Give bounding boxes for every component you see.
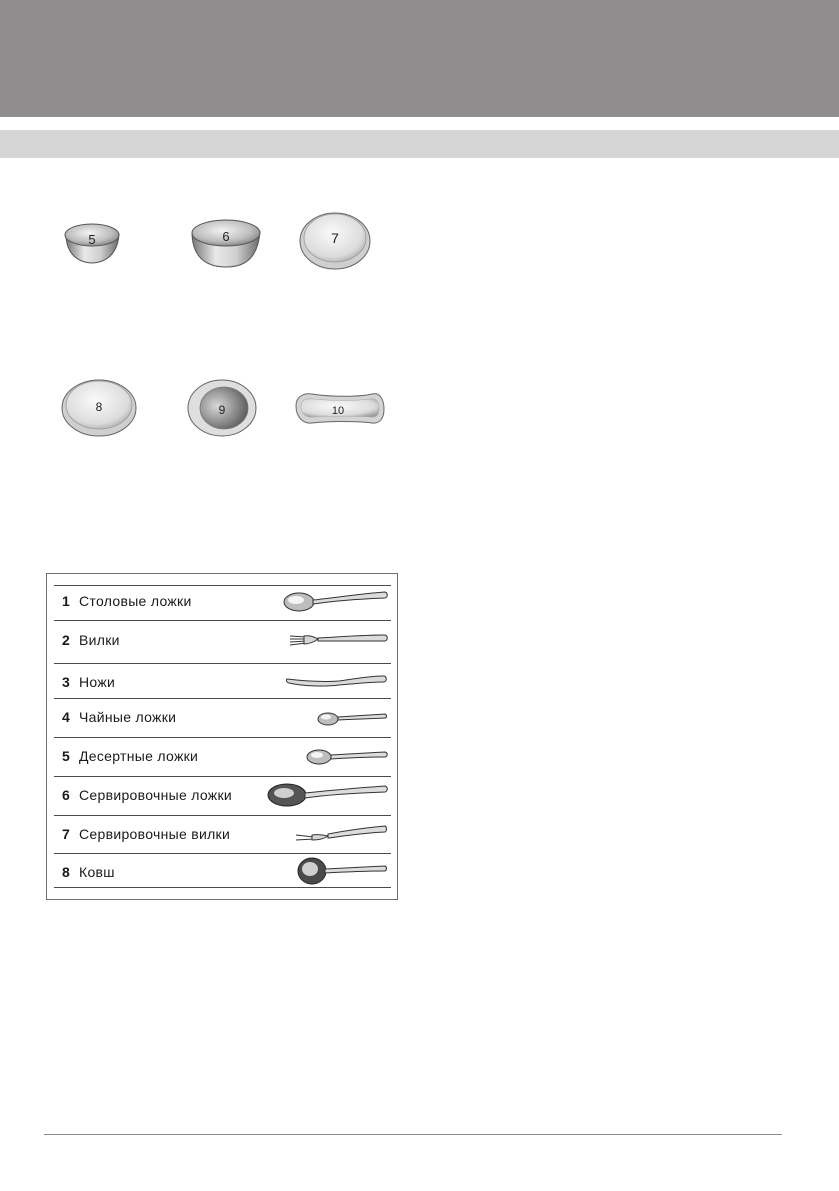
legend-label: Чайные ложки (79, 709, 177, 725)
subheader-bar (0, 130, 839, 158)
legend-row (54, 586, 391, 616)
legend-number: 2 (62, 632, 70, 648)
legend-label: Ножи (79, 674, 116, 690)
dish-5-number: 5 (88, 232, 96, 247)
legend-number: 3 (62, 674, 70, 690)
dish-6-bowl (192, 220, 260, 267)
legend-divider (54, 776, 391, 777)
legend-row (54, 667, 391, 697)
legend-row (54, 819, 391, 849)
legend-divider (54, 663, 391, 664)
dish-9-deep-plate (188, 380, 256, 436)
legend-number: 1 (62, 593, 70, 609)
legend-number: 6 (62, 787, 70, 803)
dish-10-platter (296, 394, 384, 423)
table-spoon-icon (278, 586, 388, 616)
legend-row (54, 625, 391, 655)
dish-7-plate (300, 213, 370, 269)
legend-row (54, 857, 391, 887)
dish-8-plate (62, 380, 136, 436)
legend-label: Десертные ложки (79, 748, 199, 764)
dish-9-number: 9 (218, 403, 226, 417)
dish-8-number: 8 (95, 400, 103, 414)
legend-divider (54, 698, 391, 699)
legend-row (54, 741, 391, 771)
legend-label: Ковш (79, 864, 115, 880)
legend-row (54, 780, 391, 810)
knife-icon (284, 667, 388, 697)
legend-number: 7 (62, 826, 70, 842)
legend-divider (54, 815, 391, 816)
dessert-spoon-icon (302, 741, 388, 771)
footer-rule (44, 1134, 782, 1135)
legend-label: Вилки (79, 632, 120, 648)
dish-10-number: 10 (331, 405, 345, 417)
legend-divider (54, 887, 391, 888)
legend-number: 8 (62, 864, 70, 880)
serving-spoon-icon (264, 780, 388, 810)
cutlery-legend (46, 573, 398, 900)
serving-fork-icon (294, 819, 388, 849)
legend-label: Сервировочные ложки (79, 787, 233, 803)
legend-divider (54, 737, 391, 738)
dish-5-bowl (65, 224, 119, 263)
legend-divider (54, 853, 391, 854)
legend-label: Сервировочные вилки (79, 826, 231, 842)
dish-7-number: 7 (331, 230, 339, 246)
dish-illustration (0, 180, 420, 460)
legend-number: 4 (62, 709, 70, 725)
legend-row (54, 702, 391, 732)
fork-icon (288, 625, 388, 655)
legend-label: Столовые ложки (79, 593, 192, 609)
legend-number: 5 (62, 748, 70, 764)
legend-divider (54, 620, 391, 621)
tea-spoon-icon (314, 702, 388, 732)
dish-6-number: 6 (222, 229, 230, 244)
header-bar (0, 0, 839, 117)
ladle-icon (294, 857, 388, 887)
